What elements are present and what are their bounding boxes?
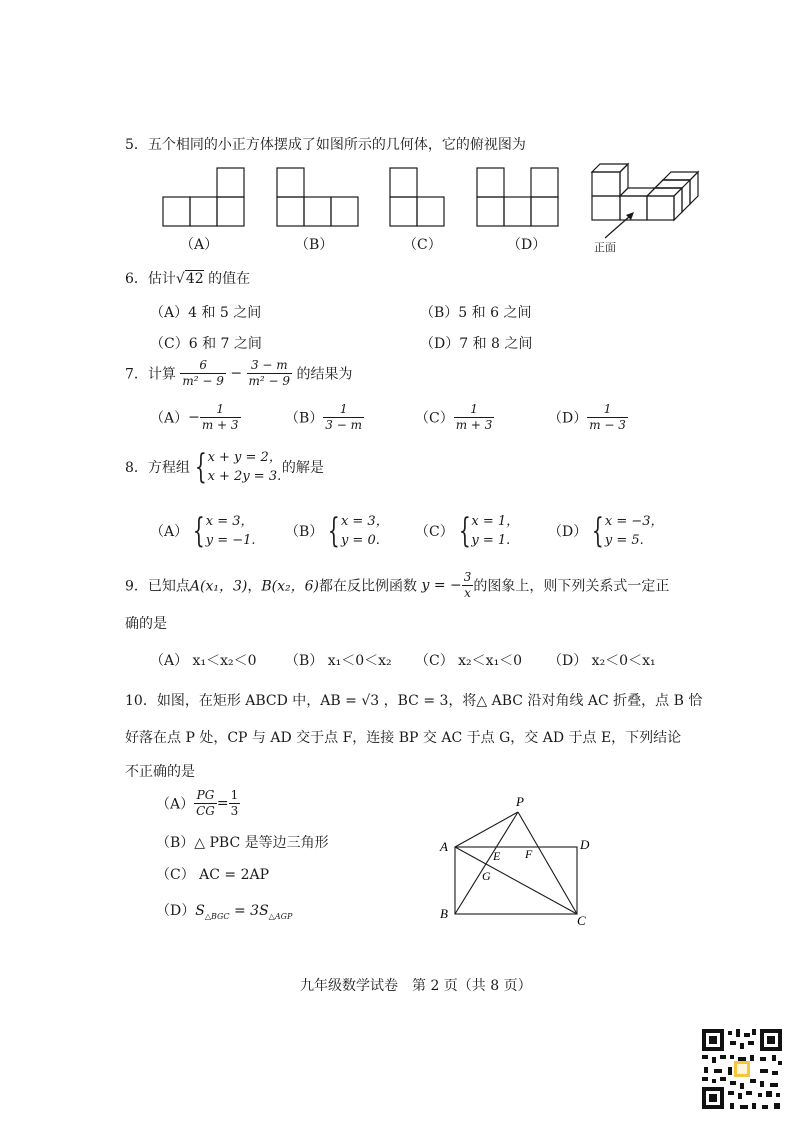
- q10-geometry-figure: [430, 790, 600, 930]
- q5-label-d[interactable]: （D）: [507, 237, 547, 253]
- q10-option-d[interactable]: $(D)S_{\triangle BGC} = 3S_{\triangle AGP}$: [156, 903, 293, 921]
- q5-stem: 5．五个相同的小正方体摆成了如图所示的几何体，它的俯视图为: [125, 137, 526, 153]
- q9-stem-line1: 9．已知点A(x₁，3)，B(x₂，6)都在反比例函数 y = − $\frac{3}{x}$ 的图象上，则下列关系式一定正: [125, 570, 670, 600]
- label-f: F: [525, 847, 533, 861]
- q10-stem-line2: 好落在点 P 处，CP 与 AD 交于点 F，连接 BP 交 AC 于点 G，交 AD 于点 E，下列结论: [125, 730, 682, 746]
- q9-option-c[interactable]: （C） x₂＜x₁＜0: [415, 653, 523, 669]
- q8-option-b[interactable]: （B） { x = 3， y = 0.: [285, 511, 389, 551]
- q9-option-a[interactable]: （A） x₁＜x₂＜0: [150, 653, 257, 669]
- q9-stem-line2: 确的是: [125, 616, 167, 632]
- q10-option-c[interactable]: （C） AC = 2AP: [156, 867, 270, 883]
- label-e: E: [493, 849, 501, 863]
- q6-stem: 6．估计√42 的值在: [125, 271, 251, 287]
- q5-option-a-figure: [163, 168, 244, 226]
- q5-option-c-figure: [390, 168, 444, 226]
- q5-option-b-figure: [277, 168, 358, 226]
- q10-stem-line3: 不正确的是: [125, 764, 195, 780]
- q7-option-c[interactable]: （C） $\frac{1}{m + 3}$: [415, 402, 493, 432]
- q5-option-d-figure: [477, 168, 558, 226]
- q10-option-b[interactable]: （B）△ PBC 是等边三角形: [156, 835, 329, 851]
- q6-option-a[interactable]: （A）4 和 5 之间: [150, 305, 262, 321]
- q7-option-b[interactable]: （B） $\frac{1}{3 - m}$: [285, 402, 362, 432]
- qr-code-icon: [700, 1027, 784, 1111]
- label-c: C: [577, 913, 586, 928]
- q5-label-c[interactable]: （C）: [403, 237, 442, 253]
- diagonal-ac: [455, 847, 577, 914]
- segment-pc: [518, 812, 577, 914]
- q8-option-a[interactable]: （A） { x = 3， y = −1.: [150, 511, 256, 551]
- q9-option-b[interactable]: （B） x₁＜0＜x₂: [285, 653, 392, 669]
- q6-option-d[interactable]: （D）7 和 8 之间: [420, 336, 533, 352]
- segment-bp: [455, 812, 518, 914]
- q6-option-b[interactable]: （B）5 和 6 之间: [420, 305, 532, 321]
- q10-stem-line1: 10．如图，在矩形 ABCD 中，AB = √3 ，BC = 3，将△ ABC 沿对角线 AC 折叠，点 B 恰: [125, 693, 703, 709]
- q7-option-a[interactable]: （A）− $\frac{1}{m + 3}$: [150, 402, 239, 432]
- q5-label-b[interactable]: （B）: [295, 237, 334, 253]
- label-p: P: [516, 794, 524, 809]
- q5-front-label: 正面: [594, 241, 616, 254]
- q5-front-arrow: [605, 216, 630, 238]
- page-footer: 九年级数学试卷 第 2 页（共 8 页）: [300, 978, 532, 994]
- label-d: D: [580, 837, 590, 852]
- q7-option-d[interactable]: （D） $\frac{1}{m - 3}$: [548, 402, 626, 432]
- q6-option-c[interactable]: （C）6 和 7 之间: [150, 336, 262, 352]
- q8-option-c[interactable]: （C） { x = 1， y = 1.: [415, 511, 520, 551]
- label-g: G: [482, 869, 491, 883]
- q5-solid-figure: [592, 164, 698, 220]
- q8-stem: 8．方程组 { x + y = 2， x + 2y = 3. 的解是: [125, 447, 324, 487]
- q7-stem: 7．计算 $\frac{6}{\text{m² − 9}}$ − $\frac{3 - m}{\text{m² − 9}}$ 的结果为: [125, 358, 353, 388]
- q10-option-a[interactable]: （A） $\frac{PG}{CG}$ = $\frac{1}{3}$: [156, 788, 239, 818]
- q8-option-d[interactable]: （D） { x = −3， y = 5.: [548, 511, 664, 551]
- label-b: B: [440, 906, 448, 921]
- q5-label-a[interactable]: （A）: [180, 237, 219, 253]
- label-a: A: [440, 839, 448, 854]
- q9-option-d[interactable]: （D） x₂＜0＜x₁: [548, 653, 656, 669]
- segment-ap: [455, 812, 518, 847]
